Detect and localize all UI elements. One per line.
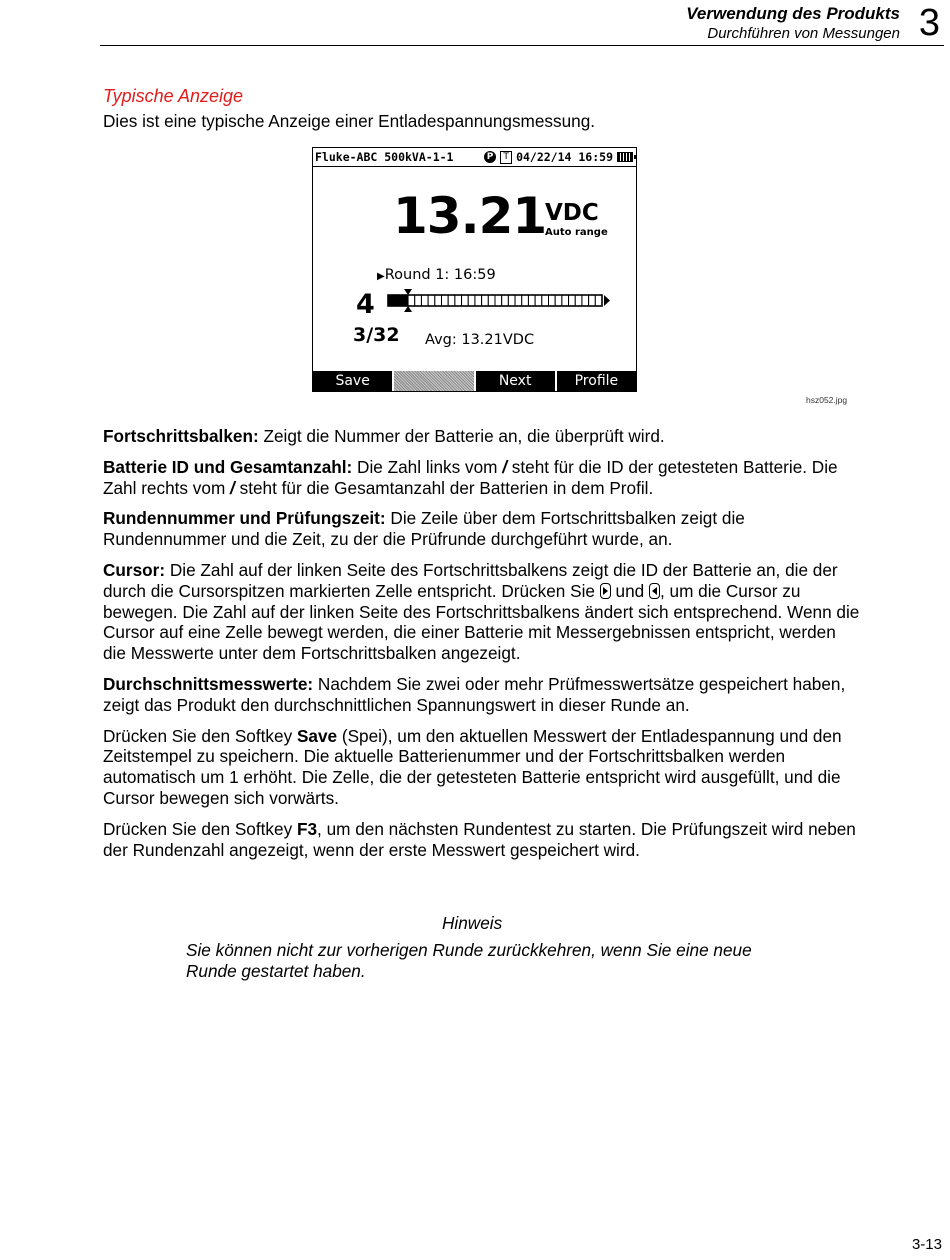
temp-t-icon: T	[500, 151, 512, 164]
progress-cell	[535, 295, 542, 306]
note-text: Sie können nicht zur vorherigen Runde zurückkehren, wenn Sie eine neue Runde gestartet haben.	[186, 940, 752, 981]
progress-cell	[462, 295, 469, 306]
progress-cell	[549, 295, 556, 306]
progress-bar	[379, 288, 629, 314]
progress-cell	[475, 295, 482, 306]
term: Batterie ID und Gesamtanzahl:	[103, 456, 353, 477]
text: Drücken Sie den Softkey	[103, 725, 297, 746]
definition: Die Zeile über dem Fortschrittsbalken zeigt die Rundennummer und die Zeit, zu der die Prüfrunde durchgeführt wurde, an.	[103, 508, 745, 550]
left-arrow-key-icon	[649, 583, 660, 599]
progress-cell	[589, 295, 596, 306]
paragraph-average	[103, 674, 863, 716]
round-arrow-icon: ▶	[377, 271, 385, 282]
softkey-profile[interactable]: Profile	[574, 373, 619, 389]
progress-cell	[502, 295, 509, 306]
battery-count: 3/32	[353, 324, 400, 346]
paragraph-progress-bar	[103, 426, 863, 447]
definition: Nachdem Sie zwei oder mehr Prüfmesswertsätze gespeichert haben, zeigt das Produkt den durchschnittlichen Spannungswert in dieser Runde an.	[103, 673, 846, 715]
progress-cell	[595, 295, 602, 306]
progress-cell	[555, 295, 562, 306]
average-reading: Avg: 13.21VDC	[425, 332, 535, 348]
progress-cell	[508, 295, 515, 306]
progress-cell	[522, 295, 529, 306]
progress-cell	[542, 295, 549, 306]
measurement-unit: VDC	[545, 200, 599, 226]
paragraph-battery-id	[103, 457, 863, 499]
header-title: Verwendung des Produkts	[686, 4, 900, 23]
paragraph-cursor	[103, 560, 863, 664]
page-number: 3-13	[911, 1236, 942, 1253]
intro-text: Dies ist eine typische Anzeige einer Entladespannungsmessung.	[103, 110, 596, 131]
progress-cell	[488, 295, 495, 306]
softkey-bar	[313, 371, 636, 391]
screen-datetime: 04/22/14 16:59	[516, 150, 613, 164]
paragraph-save	[103, 726, 863, 809]
range-indicator: Auto range	[545, 227, 608, 238]
progress-cell	[395, 295, 402, 306]
text: Die Zahl links vom	[352, 456, 503, 477]
slash-symbol: /	[502, 456, 508, 477]
softkey-empty[interactable]	[394, 371, 475, 391]
header-subtitle: Durchführen von Messungen	[707, 25, 900, 42]
progress-cell	[421, 295, 428, 306]
slash-symbol: /	[230, 477, 235, 498]
chapter-number: 3	[918, 2, 940, 44]
progress-cell	[482, 295, 489, 306]
section-heading-block	[103, 86, 863, 132]
progress-cell	[401, 295, 408, 306]
progress-cell	[515, 295, 522, 306]
progress-cell	[408, 295, 415, 306]
progress-cell	[435, 295, 442, 306]
progress-cell	[468, 295, 475, 306]
section-title: Typische Anzeige	[103, 86, 244, 106]
battery-id: 4	[356, 289, 375, 320]
progress-cell	[448, 295, 455, 306]
text: Drücken Sie den Softkey	[103, 818, 297, 839]
term: Rundennummer und Prüfungszeit:	[103, 508, 386, 529]
progress-cell	[582, 295, 589, 306]
measurement-value: 13.21	[393, 187, 547, 245]
progress-cell	[575, 295, 582, 306]
text: steht für die ID der getesteten Batterie. Die Zahl rechts vom	[103, 456, 838, 498]
term: Cursor:	[103, 559, 166, 580]
text: Die Zahl auf der linken Seite des Fortschrittsbalkens zeigt die ID der Batterie an, die der durch die Cursorspitzen markierten Zelle entspricht. Drücken Sie	[103, 559, 838, 601]
device-screen	[312, 147, 637, 392]
progress-cell	[528, 295, 535, 306]
header-rule	[100, 45, 944, 46]
status-icons	[484, 148, 633, 166]
battery-icon	[617, 152, 633, 162]
progress-cell	[495, 295, 502, 306]
paragraph-f3	[103, 819, 863, 861]
body-text	[103, 426, 863, 860]
device-name: Fluke-ABC 500kVA-1-1	[315, 150, 454, 164]
text: (Spei), um den aktuellen Messwert der Entladespannung und den Zeitstempel zu speichern. Die aktuelle Batterienummer und der Fortschrittsbalken werden automatisch um 1 erhöht. Die Zelle, die der getesteten Batterie entspricht wird ausgefüllt, und die Cursor bewegen sich vorwärts.	[103, 725, 842, 808]
image-caption: hsz052.jpg	[806, 395, 848, 405]
progress-cell	[442, 295, 449, 306]
round-label	[377, 267, 496, 283]
term: Fortschrittsbalken:	[103, 426, 259, 446]
definition: Zeigt die Nummer der Batterie an, die überprüft wird.	[258, 426, 665, 446]
paragraph-round	[103, 508, 863, 550]
progress-cell	[562, 295, 569, 306]
text: und	[610, 580, 649, 601]
text: steht für die Gesamtanzahl der Batterien in dem Profil.	[234, 477, 654, 498]
softkey-save[interactable]: Save	[313, 371, 394, 391]
profile-p-icon: P	[484, 151, 496, 163]
term: Durchschnittsmesswerte:	[103, 673, 314, 694]
progress-end-arrow-icon	[604, 295, 610, 306]
softkey-name: F3	[296, 818, 318, 839]
cursor-bottom-icon	[404, 306, 412, 312]
progress-cell	[455, 295, 462, 306]
round-text: Round 1: 16:59	[384, 267, 496, 283]
cursor-top-icon	[404, 289, 412, 295]
text: , um den nächsten Rundentest zu starten. Die Prüfungszeit wird neben der Rundenzahl angezeigt, wenn der erste Messwert gespeichert wird.	[103, 818, 856, 860]
progress-cell	[388, 295, 395, 306]
right-arrow-key-icon	[600, 583, 611, 599]
softkey-name: Save	[296, 725, 338, 746]
text: , um die Cursor zu bewegen. Die Zahl auf der linken Seite des Fortschrittsbalkens ändert sich entsprechend. Wenn die Cursor auf eine Zelle bewegt werden, die einer Batterie mit Messergebnissen entspricht, werden die Messwerte unter dem Fortschrittsbalken angezeigt.	[103, 580, 860, 664]
progress-cell	[428, 295, 435, 306]
progress-cell	[415, 295, 422, 306]
screen-status-bar	[313, 148, 636, 167]
note-heading: Hinweis	[442, 913, 503, 933]
progress-cell	[569, 295, 576, 306]
softkey-next[interactable]: Next	[476, 371, 557, 391]
